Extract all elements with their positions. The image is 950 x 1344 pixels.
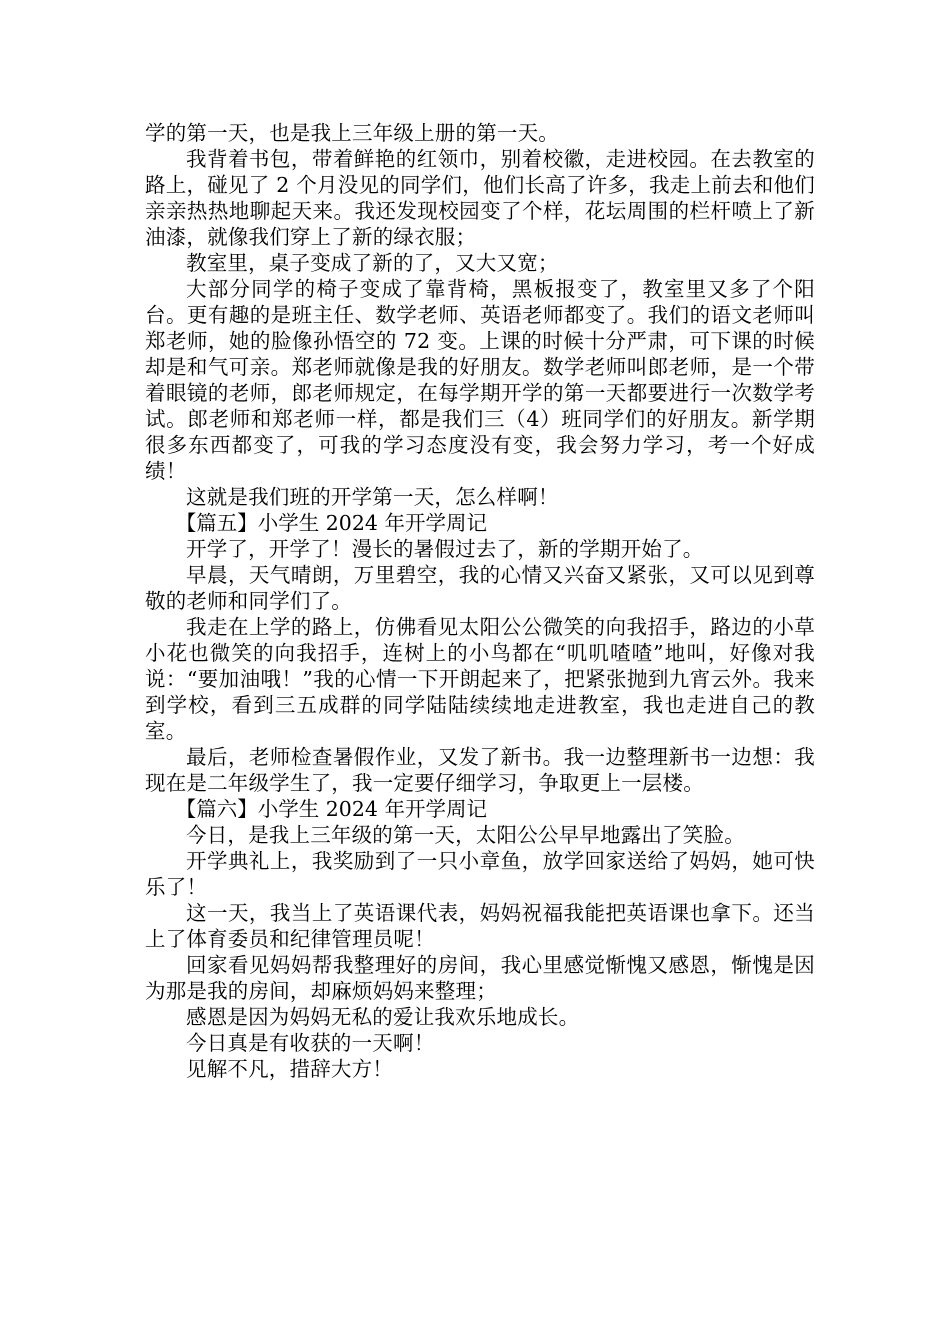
- paragraph-1: 学的第一天，也是我上三年级上册的第一天。: [145, 121, 559, 145]
- paragraph-12: 今日，是我上三年级的第一天，太阳公公早早地露出了笑脸。: [186, 823, 745, 847]
- paragraph-10: 最后，老师检查暑假作业，又发了新书。我一边整理新书一边想：我现在是二年级学生了，我一定要仔细学习，争取更上一层楼。: [145, 745, 815, 795]
- document-page: [145, 120, 815, 1082]
- paragraph-18: 见解不凡，措辞大方！: [186, 1057, 393, 1081]
- paragraph-7: 开学了，开学了！漫长的暑假过去了，新的学期开始了。: [186, 537, 704, 561]
- paragraph-2: 我背着书包，带着鲜艳的红领巾，别着校徽，走进校园。在去教室的路上，碰见了 2 个月没见的同学们，他们长高了许多，我走上前去和他们亲亲热热地聊起天来。我还发现校园变了个样，花坛周围的栏杆喷上了新油漆，就像我们穿上了新的绿衣服；: [145, 147, 815, 249]
- paragraph-13: 开学典礼上，我奖励到了一只小章鱼，放学回家送给了妈妈，她可快乐了！: [145, 849, 815, 899]
- paragraph-4: 大部分同学的椅子变成了靠背椅，黑板报变了，教室里又多了个阳台。更有趣的是班主任、数学老师、英语老师都变了。我们的语文老师叫郑老师，她的脸像孙悟空的 72 变。上课的时候十分严肃，可下课的时候却是和气可亲。郑老师就像是我的好朋友。数学老师叫郎老师，是一个带着眼镜的老师，郎老师规定，在每学期开学的第一天都要进行一次数学考试。郎老师和郑老师一样，都是我们三（4）班同学们的好朋友。新学期很多东西都变了，可我的学习态度没有变，我会努力学习，考一个好成绩！: [145, 277, 815, 483]
- paragraph-8: 早晨，天气晴朗，万里碧空，我的心情又兴奋又紧张，又可以见到尊敬的老师和同学们了。: [145, 563, 815, 613]
- section-heading-6: 【篇六】小学生 2024 年开学周记: [175, 797, 487, 821]
- paragraph-16: 感恩是因为妈妈无私的爱让我欢乐地成长。: [186, 1005, 580, 1029]
- section-heading-5: 【篇五】小学生 2024 年开学周记: [175, 511, 487, 535]
- paragraph-3: 教室里，桌子变成了新的了，又大又宽；: [186, 251, 559, 275]
- paragraph-14: 这一天，我当上了英语课代表，妈妈祝福我能把英语课也拿下。还当上了体育委员和纪律管理员呢！: [145, 901, 815, 951]
- paragraph-15: 回家看见妈妈帮我整理好的房间，我心里感觉惭愧又感恩，惭愧是因为那是我的房间，却麻烦妈妈来整理；: [145, 953, 815, 1003]
- paragraph-9: 我走在上学的路上，仿佛看见太阳公公微笑的向我招手，路边的小草小花也微笑的向我招手，连树上的小鸟都在“叽叽喳喳”地叫，好像对我说：“要加油哦！”我的心情一下开朗起来了，把紧张抛到九宵云外。我来到学校，看到三五成群的同学陆陆续续地走进教室，我也走进自己的教室。: [145, 615, 815, 743]
- paragraph-5: 这就是我们班的开学第一天，怎么样啊！: [186, 485, 559, 509]
- paragraph-17: 今日真是有收获的一天啊！: [186, 1031, 435, 1055]
